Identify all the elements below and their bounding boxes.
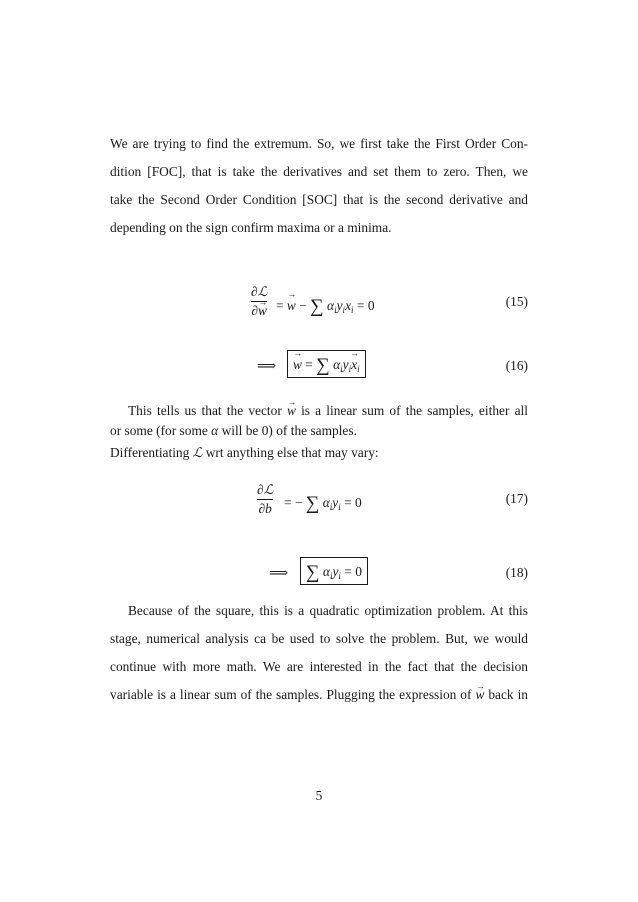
paragraph-line: continue with more math. We are interested in the fact that the decision xyxy=(110,659,528,674)
equation-15-rhs: = w → − ∑ $\alpha_iy_ix_i = 0$ xyxy=(276,294,375,316)
implies-arrow: ⟹ xyxy=(257,358,277,373)
equation-number: (15) xyxy=(505,294,528,309)
paragraph-line: depending on the sign confirm maxima or a minima. xyxy=(110,220,392,235)
page-number: 5 xyxy=(315,788,323,803)
equation-number: (18) xyxy=(505,565,528,580)
paragraph-line: or some (for some α will be 0) of the samples. xyxy=(110,423,357,438)
equation-number: (16) xyxy=(505,358,528,373)
boxed-expression: ∑ $\alpha_iy_i = 0$ xyxy=(300,557,368,585)
paragraph-line: Because of the square, this is a quadratic optimization problem. At this xyxy=(128,603,528,618)
equation-17 xyxy=(0,482,638,522)
implies-arrow: ⟹ xyxy=(269,565,289,580)
equation-number: (17) xyxy=(505,491,528,506)
equation-18 xyxy=(0,557,638,597)
paragraph-line: dition [FOC], that is take the derivatives and set them to zero. Then, we xyxy=(110,164,528,179)
paragraph-line: Differentiating ℒ wrt anything else that may vary: xyxy=(110,445,379,460)
fraction-dL-dw: ∂ℒ ∂w → xyxy=(251,284,267,319)
fraction-dL-db: ∂ℒ ∂b xyxy=(257,482,274,516)
paragraph-line: stage, numerical analysis ca be used to solve the problem. But, we would xyxy=(110,631,528,646)
equation-15 xyxy=(0,284,638,324)
paragraph-line: take the Second Order Condition [SOC] that is the second derivative and xyxy=(110,192,528,207)
paragraph-line: This tells us that the vector w → is a linear sum of the samples, either all xyxy=(128,403,528,419)
equation-17-rhs: = − ∑ $\alpha_iy_i = 0$ xyxy=(284,493,362,514)
paragraph-line: variable is a linear sum of the samples. Plugging the expression of w → back in xyxy=(110,687,528,703)
boxed-expression: w → = ∑ $\alpha_iy_ix \to_i$ xyxy=(287,350,366,378)
paragraph-line: We are trying to find the extremum. So, we first take the First Order Con- xyxy=(110,136,528,151)
equation-16 xyxy=(0,350,638,390)
